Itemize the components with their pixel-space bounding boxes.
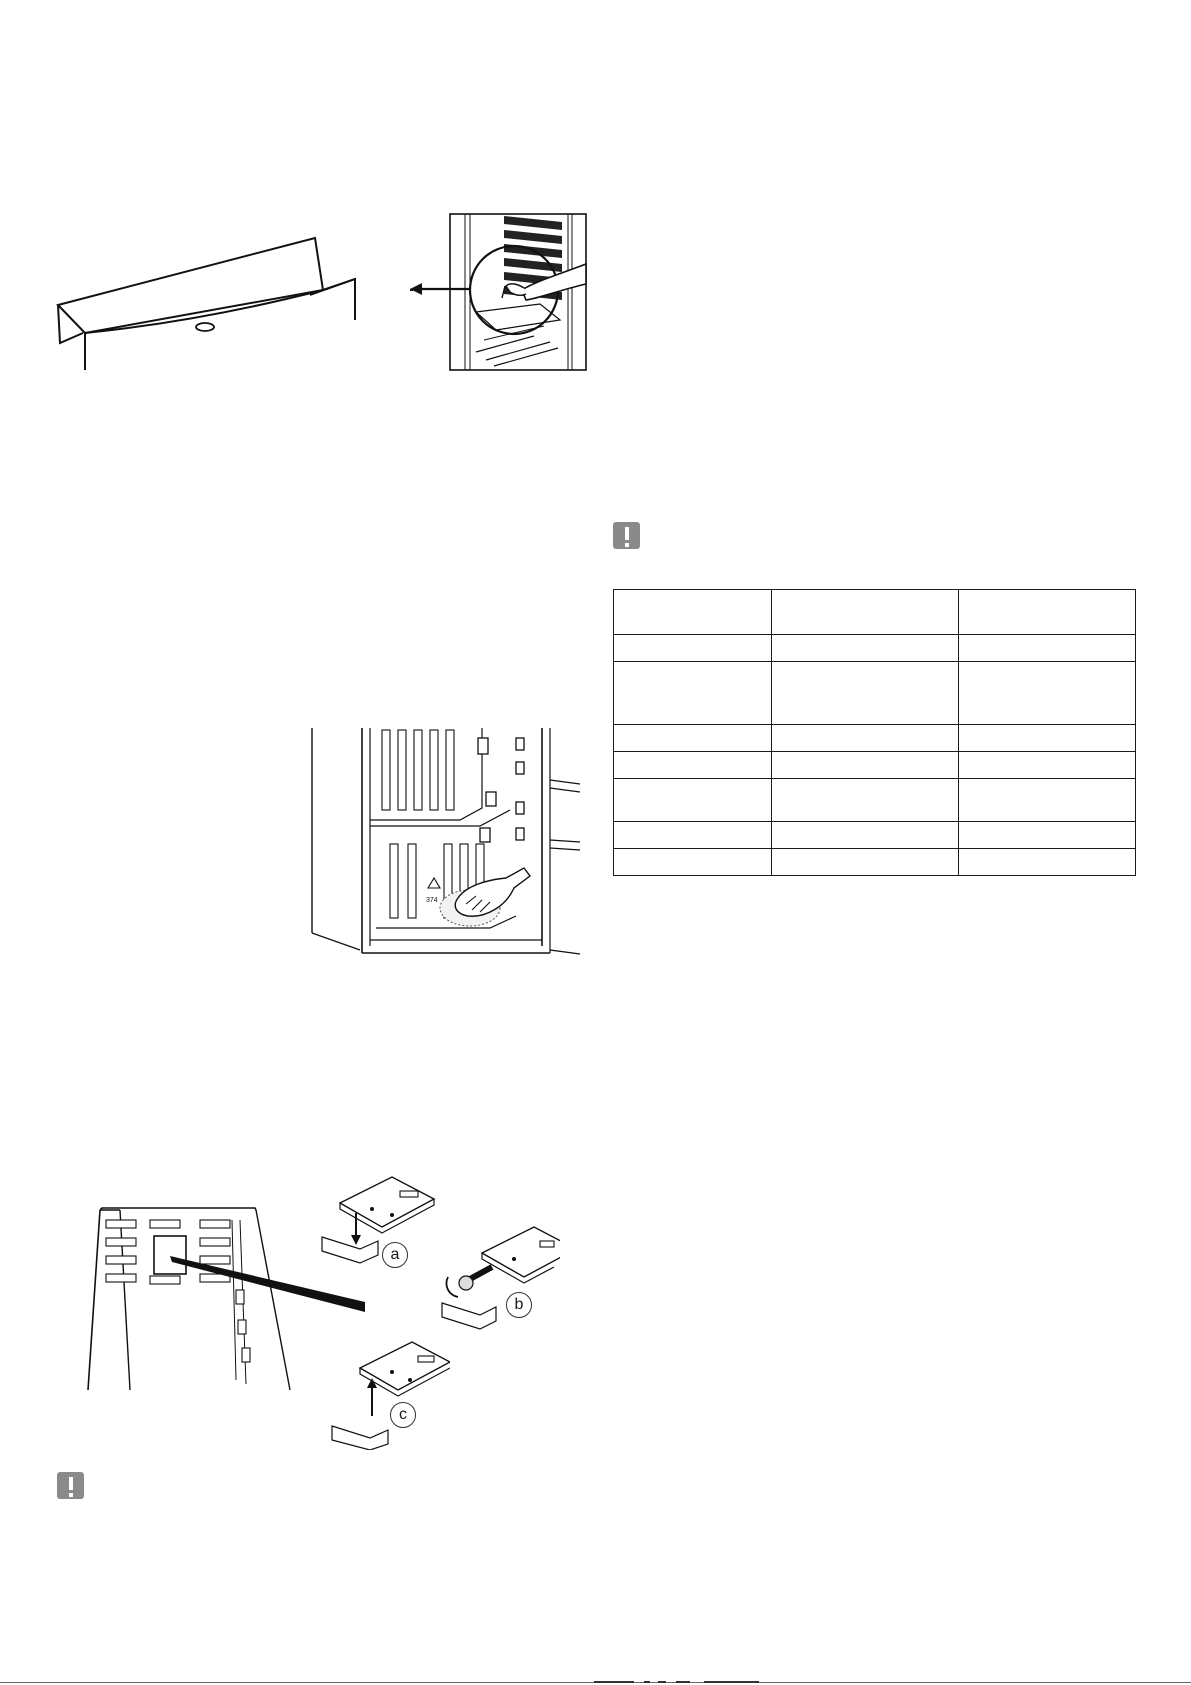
table-row: [614, 822, 1136, 849]
table-row: [614, 635, 1136, 662]
spec-table: [613, 589, 1136, 876]
tray-step-b: [440, 1225, 560, 1335]
marking-label: 374: [426, 897, 438, 904]
table-row: [614, 779, 1136, 822]
wiping-fridge-interior-illustration: [310, 728, 582, 956]
table-row: [614, 849, 1136, 876]
table-row: [614, 725, 1136, 752]
table-row: [614, 590, 1136, 635]
table-row: [614, 662, 1136, 725]
exclamation-icon: [57, 1472, 84, 1499]
table-row: [614, 752, 1136, 779]
tray-step-c: [330, 1340, 450, 1450]
exclamation-icon: [613, 522, 640, 549]
drip-tray-illustration: [55, 235, 395, 370]
tray-step-a: [320, 1175, 440, 1265]
callout-c: c: [390, 1402, 416, 1428]
drip-tray-figure: [55, 235, 395, 370]
footer-mark: [594, 1680, 759, 1684]
callout-a: a: [382, 1242, 408, 1268]
wipe-interior-figure: [310, 728, 582, 956]
callout-b: b: [506, 1292, 532, 1318]
arrow-left: [410, 282, 470, 296]
